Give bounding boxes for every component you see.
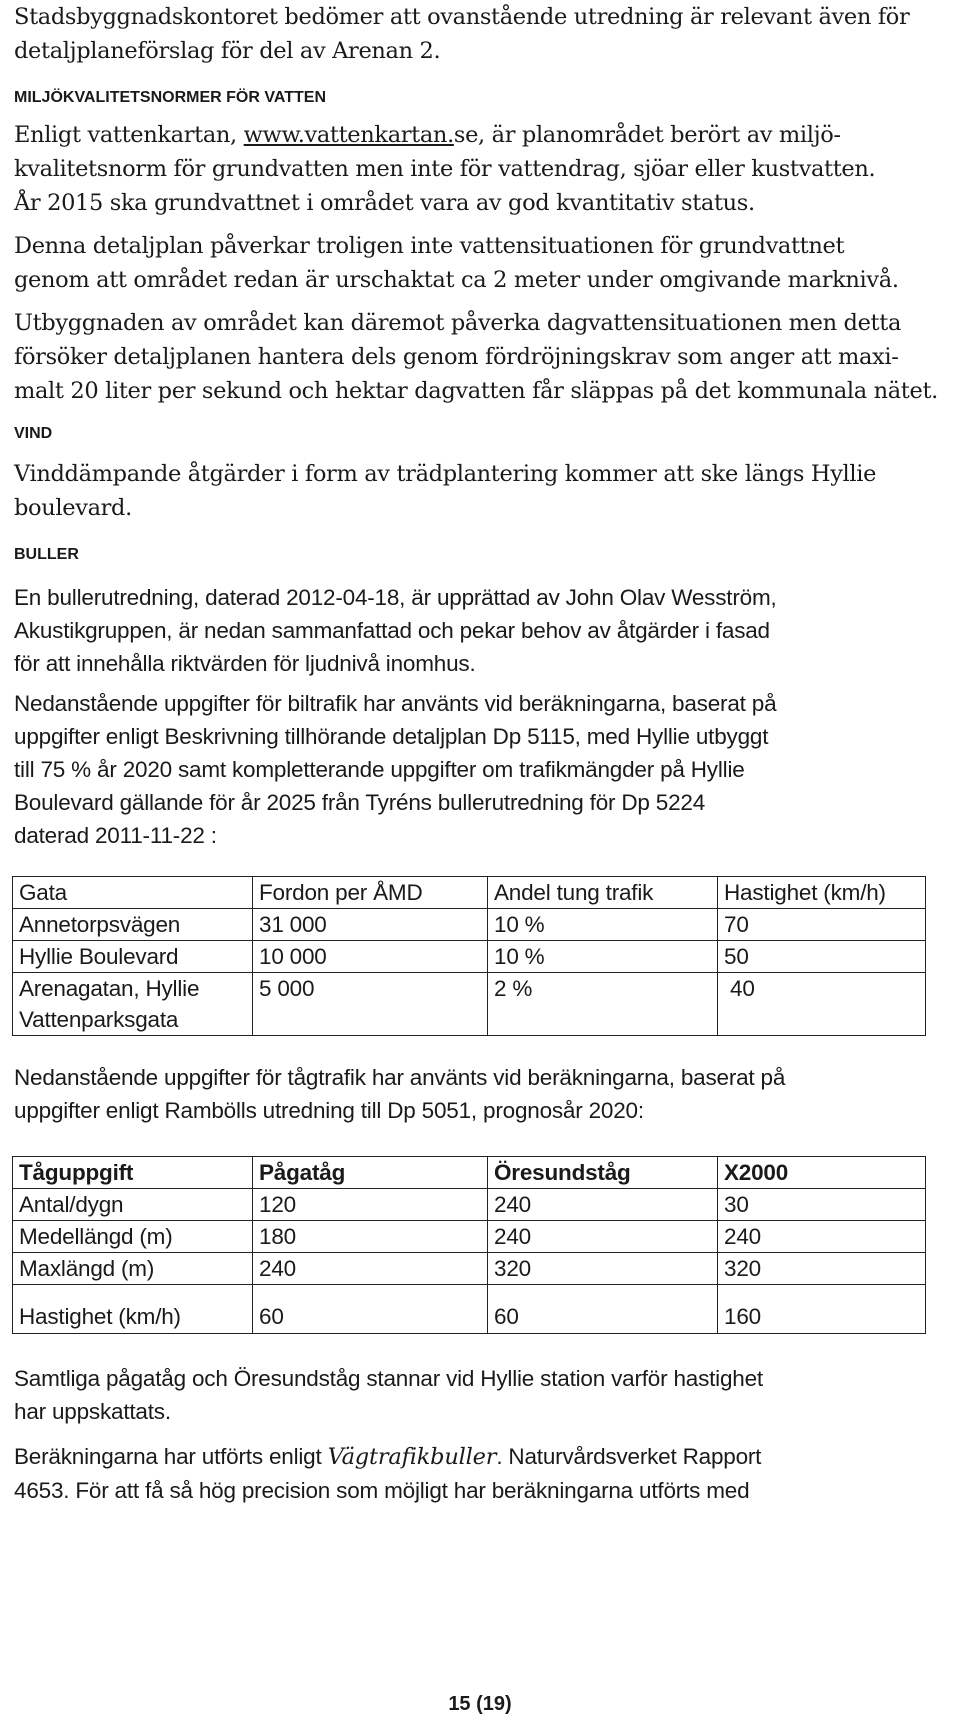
- method-title: Vägtrafikbuller: [327, 1444, 497, 1470]
- buller-paragraph-2: [14, 687, 949, 852]
- street-name-line-2: Vattenparksgata: [19, 1007, 179, 1032]
- table-cell: 2 %: [488, 973, 718, 1036]
- vattenkartan-link[interactable]: www.vattenkartan.: [243, 122, 454, 148]
- table-cell: 60: [253, 1285, 488, 1334]
- table-header-cell: Öresundståg: [488, 1157, 718, 1189]
- table-cell: 30: [718, 1189, 926, 1221]
- miljo-p3-line-3: malt 20 liter per sekund och hektar dagvatten får släppas på det kommunala nätet.: [14, 378, 938, 404]
- miljo-p2-line-1: Denna detaljplan påverkar troligen inte vattensituationen för grundvattnet: [14, 233, 845, 259]
- table-header-cell: Gata: [13, 877, 253, 909]
- table-cell: 240: [488, 1189, 718, 1221]
- table-cell: [13, 973, 253, 1036]
- table-cell: 120: [253, 1189, 488, 1221]
- miljo-paragraph-1: [14, 118, 949, 220]
- table-cell: Maxlängd (m): [13, 1253, 253, 1285]
- table-row: [13, 909, 926, 941]
- buller-p2-line-5: daterad 2011-11-22 :: [14, 823, 217, 848]
- stopping-line-1: Samtliga pågatåg och Öresundståg stannar vid Hyllie station varför hastighet: [14, 1366, 763, 1391]
- table-cell: 240: [253, 1253, 488, 1285]
- vind-line-1: Vinddämpande åtgärder i form av trädplantering kommer att ske längs Hyllie: [14, 461, 877, 487]
- page-number: 15 (19): [448, 1693, 512, 1715]
- vind-paragraph: [14, 457, 949, 525]
- table-header-cell: Fordon per ÅMD: [253, 877, 488, 909]
- table-row: [13, 1253, 926, 1285]
- train-intro-line-2: uppgifter enligt Rambölls utredning till Dp 5051, prognosår 2020:: [14, 1098, 644, 1123]
- table-cell: Medellängd (m): [13, 1221, 253, 1253]
- train-traffic-table: [12, 1156, 926, 1334]
- table-header-row: [13, 877, 926, 909]
- table-cell: 320: [488, 1253, 718, 1285]
- table-cell: Antal/dygn: [13, 1189, 253, 1221]
- buller-p2-line-1: Nedanstående uppgifter för biltrafik har använts vid beräkningarna, baserat på: [14, 691, 777, 716]
- table-cell: Hyllie Boulevard: [13, 941, 253, 973]
- table-cell: 5 000: [253, 973, 488, 1036]
- miljo-paragraph-2: [14, 229, 949, 297]
- road-traffic-table: [12, 876, 926, 1036]
- table-cell: 240: [718, 1221, 926, 1253]
- table-row: [13, 1189, 926, 1221]
- train-intro-paragraph: [14, 1061, 949, 1127]
- method-suffix: . Naturvårdsverket Rapport: [496, 1444, 762, 1469]
- table-cell: 40: [718, 973, 926, 1036]
- miljo-p1-line-3: År 2015 ska grundvattnet i området vara av god kvantitativ status.: [14, 190, 755, 216]
- table-cell: 50: [718, 941, 926, 973]
- table-cell: Hastighet (km/h): [13, 1285, 253, 1334]
- table-cell: 240: [488, 1221, 718, 1253]
- section-heading-vind: VIND: [14, 425, 53, 442]
- table-cell: 60: [488, 1285, 718, 1334]
- miljo-paragraph-3: [14, 306, 949, 408]
- table-row: [13, 973, 926, 1036]
- table-header-cell: Andel tung trafik: [488, 877, 718, 909]
- table-cell: 160: [718, 1285, 926, 1334]
- miljo-p2-line-2: genom att området redan är urschaktat ca 2 meter under omgivande marknivå.: [14, 267, 899, 293]
- table-cell: 10 %: [488, 909, 718, 941]
- table-cell: 320: [718, 1253, 926, 1285]
- table-row: [13, 1285, 926, 1334]
- table-row: [13, 1221, 926, 1253]
- table-cell: 31 000: [253, 909, 488, 941]
- table-header-cell: X2000: [718, 1157, 926, 1189]
- intro-paragraph: [14, 0, 949, 68]
- train-intro-line-1: Nedanstående uppgifter för tågtrafik har använts vid beräkningarna, baserat på: [14, 1065, 786, 1090]
- buller-p1-line-2: Akustikgruppen, är nedan sammanfattad och pekar behov av åtgärder i fasad: [14, 618, 770, 643]
- table-header-cell: Tåguppgift: [13, 1157, 253, 1189]
- method-paragraph: [14, 1440, 949, 1507]
- table-header-cell: Hastighet (km/h): [718, 877, 926, 909]
- miljo-p1-prefix: Enligt vattenkartan,: [14, 122, 244, 148]
- table-cell: 70: [718, 909, 926, 941]
- miljo-p3-line-1: Utbyggnaden av området kan däremot påverka dagvattensituationen men detta: [14, 310, 902, 336]
- miljo-p1-line-2: kvalitetsnorm för grundvatten men inte för vattendrag, sjöar eller kustvatten.: [14, 156, 876, 182]
- table-cell: 10 000: [253, 941, 488, 973]
- table-header-cell: Pågatåg: [253, 1157, 488, 1189]
- buller-p2-line-2: uppgifter enligt Beskrivning tillhörande detaljplan Dp 5115, med Hyllie utbyggt: [14, 724, 769, 749]
- miljo-p3-line-2: försöker detaljplanen hantera dels genom fördröjningskrav som anger att maxi-: [14, 344, 899, 370]
- buller-p1-line-1: En bullerutredning, daterad 2012-04-18, är upprättad av John Olav Wesström,: [14, 585, 777, 610]
- buller-p2-line-3: till 75 % år 2020 samt kompletterande uppgifter om trafikmängder på Hyllie: [14, 757, 745, 782]
- table-row: [13, 941, 926, 973]
- miljo-p1-rest: se, är planområdet berört av miljö-: [453, 122, 841, 148]
- table-cell: 10 %: [488, 941, 718, 973]
- vind-line-2: boulevard.: [14, 495, 132, 521]
- section-heading-miljo: MILJÖKVALITETSNORMER FÖR VATTEN: [14, 89, 326, 106]
- table-header-row: [13, 1157, 926, 1189]
- buller-p1-line-3: för att innehålla riktvärden för ljudnivå inomhus.: [14, 651, 476, 676]
- buller-p2-line-4: Boulevard gällande för år 2025 från Tyréns bullerutredning för Dp 5224: [14, 790, 706, 815]
- table-cell: 180: [253, 1221, 488, 1253]
- intro-line-2: detaljplaneförslag för del av Arenan 2.: [14, 38, 441, 64]
- stopping-paragraph: [14, 1362, 949, 1428]
- method-line-2: 4653. För att få så hög precision som möjligt har beräkningarna utförts med: [14, 1478, 750, 1503]
- section-heading-buller: BULLER: [14, 546, 79, 563]
- method-prefix: Beräkningarna har utförts enligt: [14, 1444, 328, 1469]
- stopping-line-2: har uppskattats.: [14, 1399, 171, 1424]
- intro-line-1: Stadsbyggnadskontoret bedömer att ovanstående utredning är relevant även för: [14, 4, 910, 30]
- buller-paragraph-1: [14, 581, 949, 680]
- table-cell: Annetorpsvägen: [13, 909, 253, 941]
- street-name-line-1: Arenagatan, Hyllie: [19, 976, 200, 1001]
